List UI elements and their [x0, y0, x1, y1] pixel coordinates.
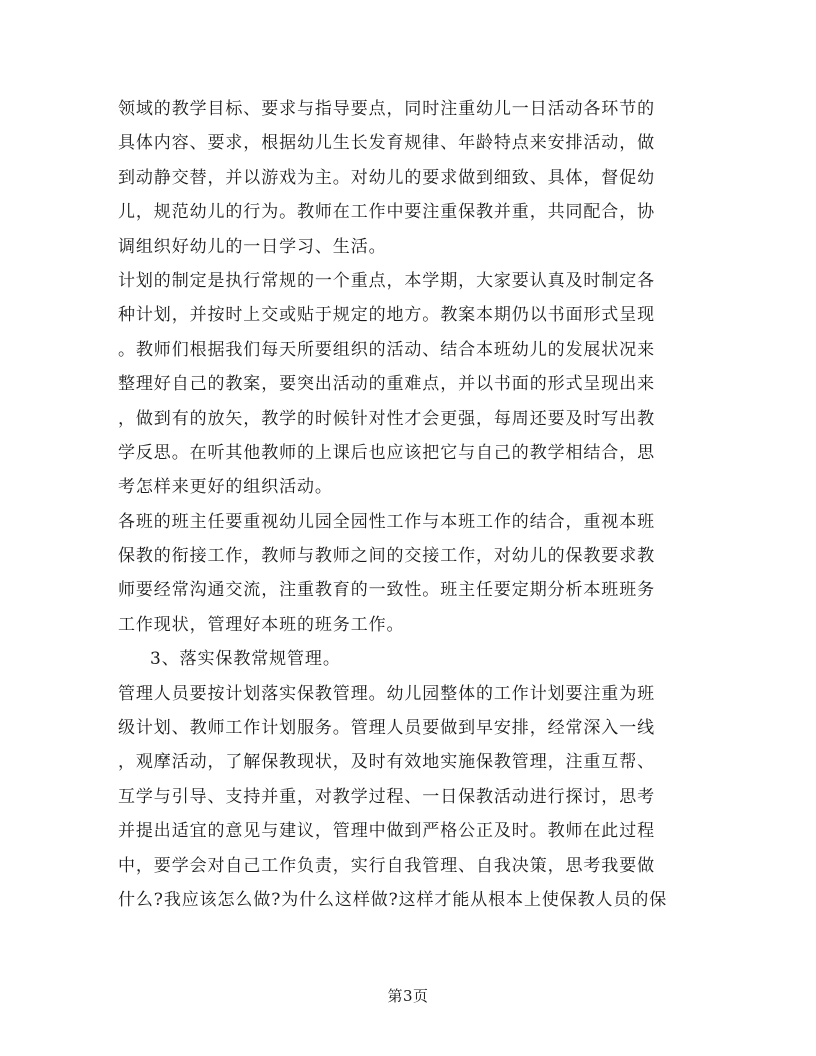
text-line: 什么?我应该怎么做?为什么这样做?这样才能从根本上使保教人员的保 — [118, 889, 668, 910]
text-line: 到动静交替，并以游戏为主。对幼儿的要求做到细致、具体，督促幼 — [118, 167, 655, 188]
text-line: 并提出适宜的意见与建议，管理中做到严格公正及时。教师在此过程 — [118, 821, 655, 842]
text-line: 种计划，并按时上交或贴于规定的地方。教案本期仍以书面形式呈现 — [118, 305, 655, 326]
text-line: 计划的制定是执行常规的一个重点，本学期，大家要认真及时制定各 — [118, 270, 655, 291]
text-line: 各班的班主任要重视幼儿园全园性工作与本班工作的结合，重视本班 — [118, 511, 655, 532]
text-line: 中，要学会对自己工作负责，实行自我管理、自我决策，思考我要做 — [118, 855, 655, 876]
body-text — [118, 92, 698, 917]
text-line: 考怎样来更好的组织活动。 — [118, 477, 333, 498]
text-line: 学反思。在听其他教师的上课后也应该把它与自己的教学相结合，思 — [118, 442, 655, 463]
section-heading: 3、落实保教常规管理。 — [150, 649, 341, 670]
text-line: 互学与引导、支持并重，对教学过程、一日保教活动进行探讨，思考 — [118, 786, 655, 807]
text-line: 。教师们根据我们每天所要组织的活动、结合本班幼儿的发展状况来 — [118, 339, 655, 360]
text-line: 保教的衔接工作，教师与教师之间的交接工作，对幼儿的保教要求教 — [118, 546, 655, 567]
text-line: 级计划、教师工作计划服务。管理人员要做到早安排，经常深入一线 — [118, 718, 655, 739]
page-footer: 第3页 — [387, 987, 429, 1005]
text-line: 具体内容、要求，根据幼儿生长发育规律、年龄特点来安排活动，做 — [118, 133, 655, 154]
text-line: 儿，规范幼儿的行为。教师在工作中要注重保教并重，共同配合，协 — [118, 202, 655, 223]
text-line: 管理人员要按计划落实保教管理。幼儿园整体的工作计划要注重为班 — [118, 683, 655, 704]
text-line: 领域的教学目标、要求与指导要点，同时注重幼儿一日活动各环节的 — [118, 99, 655, 119]
text-line: 整理好自己的教案，要突出活动的重难点，并以书面的形式呈现出来 — [118, 374, 655, 395]
text-line: 工作现状，管理好本班的班务工作。 — [118, 614, 405, 635]
text-line: 调组织好幼儿的一日学习、生活。 — [118, 236, 387, 257]
text-line: ，做到有的放矢，教学的时候针对性才会更强，每周还要及时写出教 — [118, 408, 655, 429]
text-line: 师要经常沟通交流，注重教育的一致性。班主任要定期分析本班班务 — [118, 580, 655, 601]
text-line: ，观摩活动，了解保教现状，及时有效地实施保教管理，注重互帮、 — [118, 752, 655, 773]
